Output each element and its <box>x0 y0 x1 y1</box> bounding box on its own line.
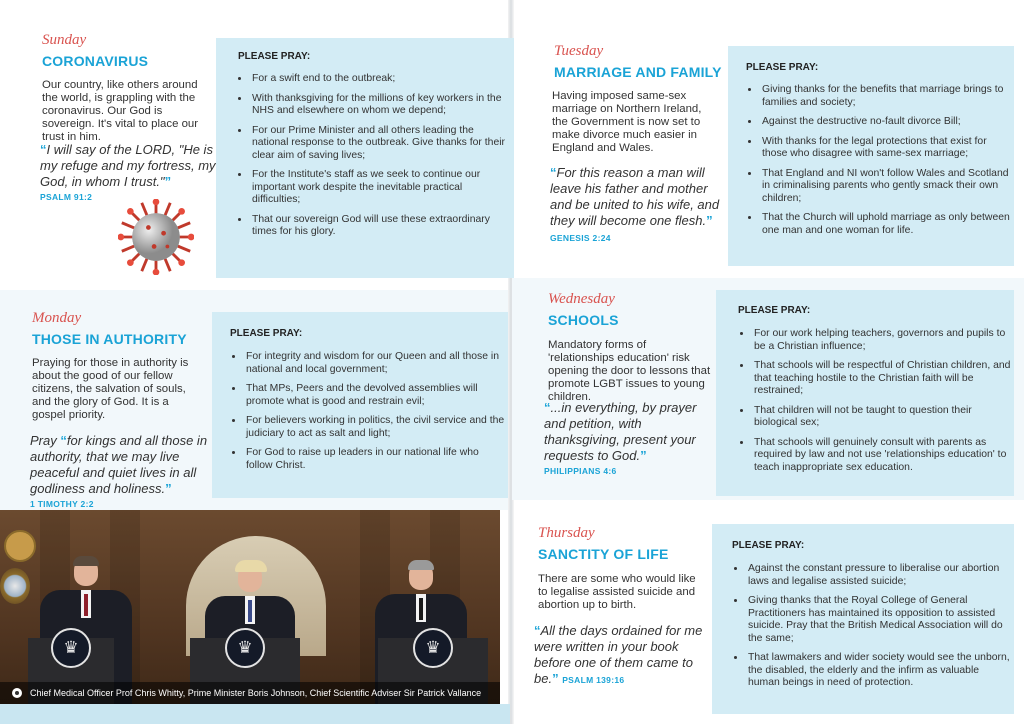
tuesday-verse: For this reason a man will leave his father and mother and be united to his wife, and they will become one flesh. <box>550 165 720 228</box>
thursday-day-label: Thursday <box>538 525 595 541</box>
monday-verse-prefix: Pray <box>30 433 57 448</box>
prayer-item: • That our sovereign God will use these extraordinary times for his glory. <box>250 214 512 239</box>
thursday-verse: All the days ordained for me were written in your book before one of them came to be. <box>534 623 703 686</box>
monday-verse-ref: 1 TIMOTHY 2:2 <box>30 499 94 509</box>
prayer-item: • With thanksgiving for the millions of key workers in the NHS and elsewhere on whom we depend; <box>250 93 512 118</box>
prayer-item: • Giving thanks that the Royal College of General Practitioners has maintained its opposition to assisted suicide. Pray that the British Medical Association will do the same; <box>746 595 1012 645</box>
prayer-item: • That lawmakers and wider society would see the unborn, the disabled, the elderly and the infirm as valuable human beings in need of protection. <box>746 652 1012 690</box>
prayer-item: • For God to raise up leaders in our national life who follow Christ. <box>244 447 506 472</box>
wednesday-pray-heading: PLEASE PRAY: <box>738 305 811 316</box>
monday-pray-heading: PLEASE PRAY: <box>230 328 303 339</box>
wall-clock <box>4 530 36 562</box>
sunday-body: Our country, like others around the world, is grappling with the coronavirus. Our God is sovereign. It's vital to place our trust in him. <box>42 79 199 143</box>
prayer-item: • For our work helping teachers, governors and pupils to be a Christian influence; <box>752 328 1014 353</box>
close-quote-icon: ” <box>164 174 172 189</box>
prayer-item: • That England and NI won't follow Wales and Scotland in criminalising parents who gently smack their own children; <box>760 168 1012 206</box>
sunday-verse-ref: PSALM 91:2 <box>40 192 93 202</box>
monday-heading: THOSE IN AUTHORITY <box>32 331 187 347</box>
thursday-body: There are some who would like to legalise assisted suicide and abortion up to birth. <box>538 573 696 611</box>
close-quote-icon: ” <box>706 213 713 228</box>
sunday-heading: CORONAVIRUS <box>42 53 149 69</box>
prayer-item: • For the Institute's staff as we seek to continue our important work despite the inevitable practical difficulties; <box>250 169 512 207</box>
open-quote-icon: “ <box>40 142 47 157</box>
monday-verse-block <box>30 433 210 497</box>
prayer-item: • For believers working in politics, the civil service and the judiciary to act as salt and light; <box>244 415 506 440</box>
prayer-item: • That schools will genuinely consult with parents as required by law and not use 'relationships education' to teach inappropriate sex education. <box>752 437 1014 475</box>
tuesday-verse-block <box>550 165 728 246</box>
sunday-day-label: Sunday <box>42 32 87 48</box>
prayer-item: • Against the constant pressure to liberalise our abortion laws and legalise assisted suicide; <box>746 563 1012 588</box>
tuesday-heading: MARRIAGE AND FAMILY <box>554 64 722 80</box>
tuesday-body: Having imposed same-sex marriage on Northern Ireland, the Government is now set to make divorce much easier in England and Wales. <box>552 90 702 154</box>
prayer-item: • That the Church will uphold marriage as only between one man and one woman for life. <box>760 212 1012 237</box>
tuesday-verse-ref: GENESIS 2:24 <box>550 233 611 243</box>
wednesday-verse-block <box>544 400 720 464</box>
thursday-heading: SANCTITY OF LIFE <box>538 546 669 562</box>
sunday-pray-list <box>232 73 512 246</box>
sunday-verse: I will say of the LORD, "He is my refuge and my fortress, my God, in whom I trust." <box>40 142 216 189</box>
bottom-strip <box>0 704 510 724</box>
prayer-item: • That MPs, Peers and the devolved assemblies will promote what is good and restrain evil; <box>244 383 506 408</box>
open-quote-icon: “ <box>60 433 67 448</box>
open-quote-icon: “ <box>550 165 557 180</box>
prayer-item: • For our Prime Minister and all others leading the national response to the outbreak. Give thanks for their clear aim of saving lives; <box>250 125 512 163</box>
royal-crest-icon: ♛ <box>225 628 265 668</box>
prayer-item: • That schools will be respectful of Christian children, and that teaching hostile to the Christian faith will be restrained; <box>752 360 1014 398</box>
prayer-item: • With thanks for the legal protections that exist for those who disagree with same-sex marriage; <box>760 136 1012 161</box>
thursday-verse-block <box>534 623 712 688</box>
prayer-item: • Against the destructive no-fault divorce Bill; <box>760 116 1012 129</box>
sunday-pray-heading: PLEASE PRAY: <box>238 51 311 62</box>
monday-pray-list <box>226 351 506 479</box>
tuesday-pray-list <box>742 84 1012 244</box>
prayer-item: • For integrity and wisdom for our Queen and all those in national and local government; <box>244 351 506 376</box>
wednesday-verse-ref: PHILIPPIANS 4:6 <box>544 466 617 476</box>
wall-plate <box>0 568 30 604</box>
prayer-item: • Giving thanks for the benefits that marriage brings to families and society; <box>760 84 1012 109</box>
monday-body: Praying for those in authority is about the good of our fellow citizens, the salvation of souls, and the glory of God. It is a gospel priority. <box>32 357 189 421</box>
camera-icon <box>12 688 22 698</box>
royal-crest-icon: ♛ <box>51 628 91 668</box>
coronavirus-icon <box>118 199 194 275</box>
open-quote-icon: “ <box>534 623 541 638</box>
close-quote-icon: ” <box>552 671 559 686</box>
prayer-item: • For a swift end to the outbreak; <box>250 73 512 86</box>
monday-day-label: Monday <box>32 310 82 326</box>
thursday-pray-heading: PLEASE PRAY: <box>732 540 805 551</box>
close-quote-icon: ” <box>165 481 172 496</box>
open-quote-icon: “ <box>544 400 551 415</box>
royal-crest-icon: ♛ <box>413 628 453 668</box>
close-quote-icon: ” <box>640 448 647 463</box>
prayer-item: • That children will not be taught to question their biological sex; <box>752 405 1014 430</box>
sunday-verse-block <box>40 142 218 190</box>
wednesday-body: Mandatory forms of 'relationships education' risk opening the door to lessons that promote LGBT issues to young children. <box>548 339 711 403</box>
thursday-pray-list <box>728 563 1012 697</box>
photo-caption: Chief Medical Officer Prof Chris Whitty, Prime Minister Boris Johnson, Chief Scientific Adviser Sir Patrick Vallance <box>0 682 500 704</box>
monday-verse: for kings and all those in authority, that we may live peaceful and quiet lives in all godliness and holiness. <box>30 433 208 496</box>
wednesday-heading: SCHOOLS <box>548 312 619 328</box>
tuesday-day-label: Tuesday <box>554 43 604 59</box>
wednesday-pray-list <box>734 328 1014 481</box>
tuesday-pray-heading: PLEASE PRAY: <box>746 62 819 73</box>
wednesday-verse: ...in everything, by prayer and petition, with thanksgiving, present your requests to God. <box>544 400 697 463</box>
wednesday-day-label: Wednesday <box>548 291 615 307</box>
thursday-verse-ref: PSALM 139:16 <box>562 675 625 685</box>
